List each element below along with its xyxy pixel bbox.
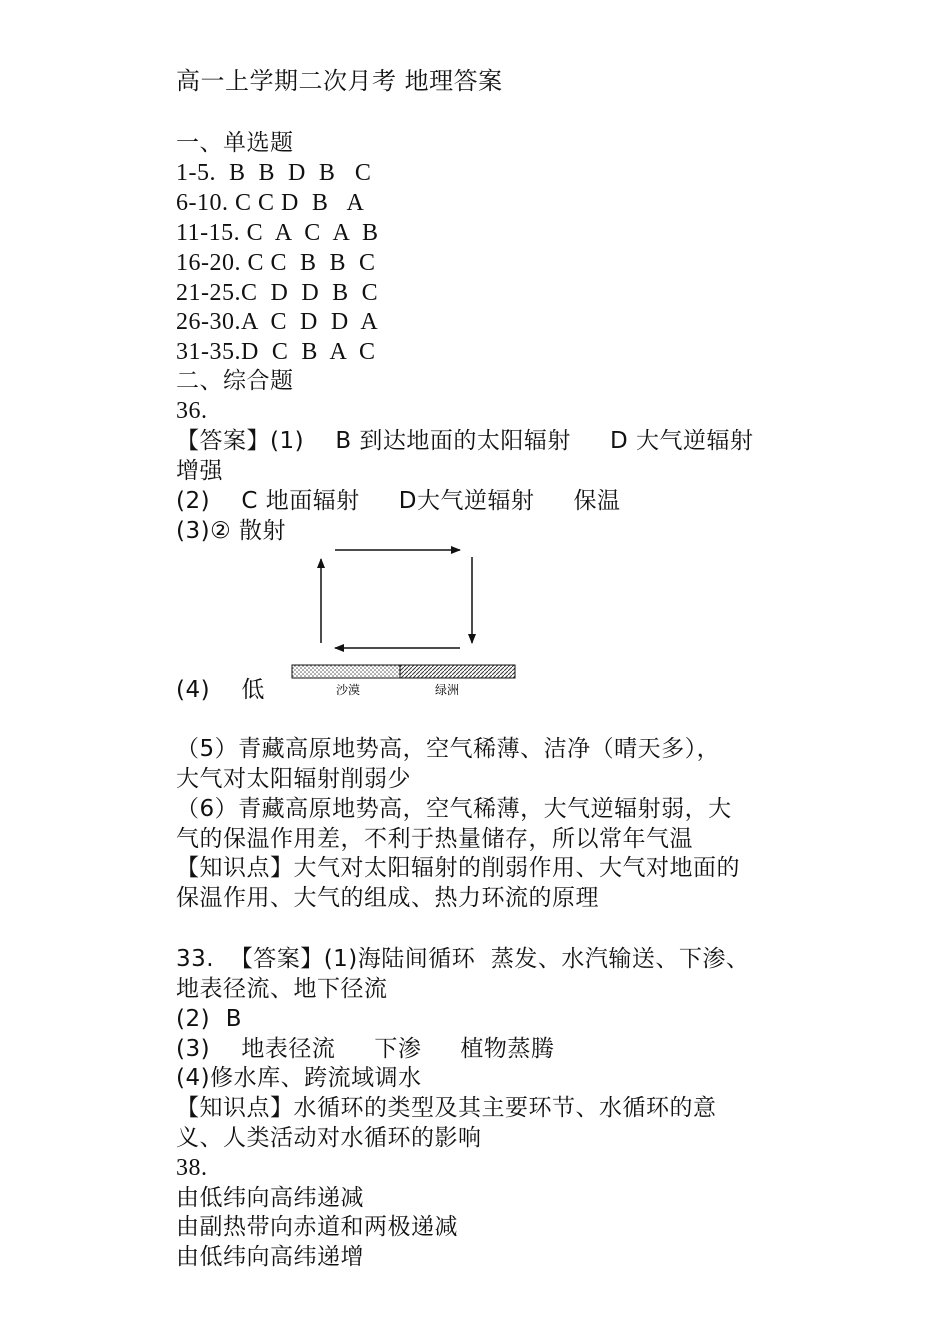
q36-answer-line: 大气对太阳辐射削弱少 (176, 766, 411, 792)
q33-knowledge-point: 【知识点】水循环的类型及其主要环节、水循环的意 (176, 1095, 717, 1121)
q33-answer-line: (3) 地表径流 下渗 植物蒸腾 (176, 1036, 555, 1062)
q38-answer-line: 由低纬向高纬递增 (176, 1244, 364, 1270)
q33-knowledge-point: 义、人类活动对水循环的影响 (176, 1125, 482, 1151)
oasis-surface (400, 665, 515, 678)
answer-row: 26-30.A C D D A (176, 309, 379, 335)
q36-answer-line: （5）青藏高原地势高，空气稀薄、洁净（晴天多）， (176, 736, 721, 762)
section-heading-single-choice: 一、单选题 (176, 130, 294, 156)
oasis-label: 绿洲 (435, 683, 460, 697)
answer-row: 1-5. B B D B C (176, 160, 372, 186)
desert-label: 沙漠 (336, 683, 361, 697)
thermal-circulation-diagram (280, 535, 530, 705)
q36-knowledge-point: 【知识点】大气对太阳辐射的削弱作用、大气对地面的 (176, 855, 740, 881)
answer-row: 16-20. C C B B C (176, 250, 376, 276)
page-title: 高一上学期二次月考 地理答案 (176, 67, 503, 95)
q36-answer-line: (2) C 地面辐射 D大气逆辐射 保温 (176, 488, 621, 514)
q36-answer-line: 【答案】(1) B 到达地面的太阳辐射 D 大气逆辐射 (176, 428, 754, 454)
q33-answer-line: (4)修水库、跨流域调水 (176, 1065, 422, 1091)
answer-row: 6-10. C C D B A (176, 190, 365, 216)
answer-row: 31-35.D C B A C (176, 339, 376, 365)
q38-answer-line: 由低纬向高纬递减 (176, 1185, 364, 1211)
q36-answer-line: (4) 低 (176, 677, 265, 703)
q38-answer-line: 由副热带向赤道和两极递减 (176, 1214, 458, 1240)
q33-answer-line: 地表径流、地下径流 (176, 976, 388, 1002)
q36-knowledge-point: 保温作用、大气的组成、热力环流的原理 (176, 885, 599, 911)
question-number: 36. (176, 398, 208, 424)
q36-answer-line: 气的保温作用差，不利于热量储存，所以常年气温 (176, 826, 693, 852)
section-heading-comprehensive: 二、综合题 (176, 368, 294, 394)
q33-answer-line: 33. 【答案】(1)海陆间循环 蒸发、水汽输送、下渗、 (176, 946, 750, 972)
desert-surface (292, 665, 400, 678)
question-number: 38. (176, 1155, 208, 1181)
answer-row: 11-15. C A C A B (176, 220, 379, 246)
q36-answer-line: 增强 (176, 458, 223, 484)
q36-answer-line: (3)② 散射 (176, 518, 287, 544)
q36-answer-line: （6）青藏高原地势高，空气稀薄，大气逆辐射弱，大 (176, 796, 732, 822)
answer-row: 21-25.C D D B C (176, 280, 379, 306)
q33-answer-line: (2) B (176, 1006, 242, 1032)
